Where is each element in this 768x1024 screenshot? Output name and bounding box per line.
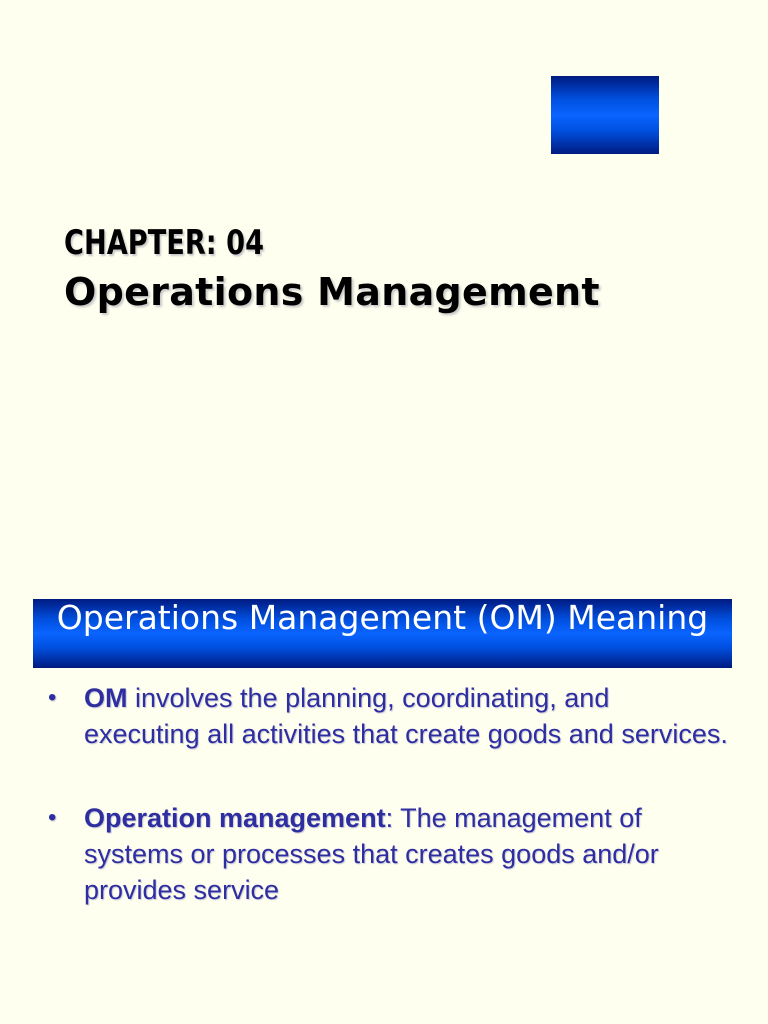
bullet-icon: •	[48, 684, 57, 711]
slide-heading-bar	[33, 599, 732, 668]
bullet-text: involves the planning, coordinating, and executing all activities that create goods and services.	[84, 683, 728, 749]
bullet-term: Operation management	[84, 803, 386, 833]
bullet-term: OM	[84, 683, 128, 713]
chapter-label: CHAPTER: 04	[64, 223, 264, 263]
bullet-icon: •	[48, 804, 57, 831]
bullet-item	[0, 680, 768, 752]
decorative-blue-box	[551, 76, 659, 154]
chapter-title: Operations Management	[64, 270, 600, 314]
bullet-text: : The management of systems or processes that creates goods and/or provides service	[84, 803, 659, 905]
bullet-item	[0, 800, 768, 908]
content-slide	[0, 576, 768, 1024]
bullet-list	[0, 680, 768, 908]
slide-heading: Operations Management (OM) Meaning	[56, 599, 709, 637]
